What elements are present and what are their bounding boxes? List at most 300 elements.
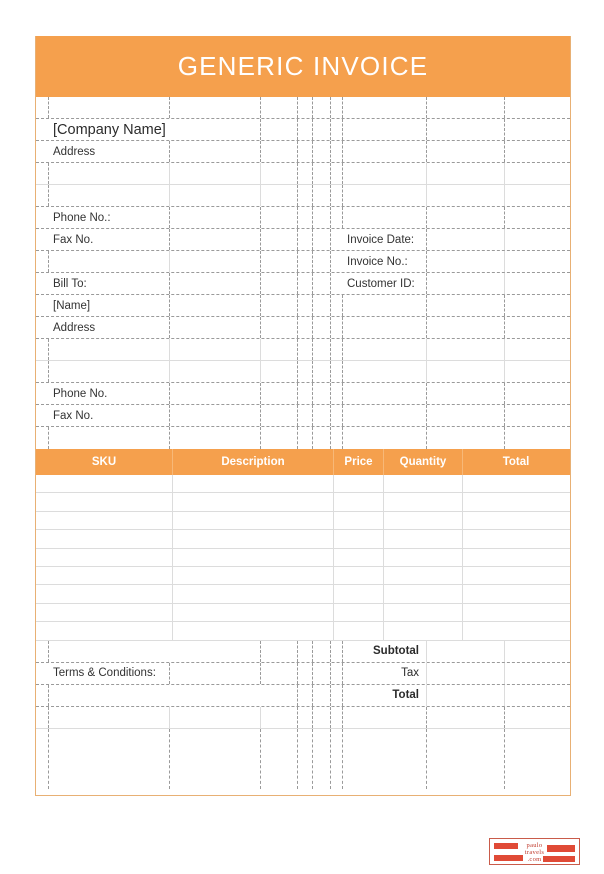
cell — [298, 663, 313, 684]
cell — [298, 339, 313, 360]
bill-to-address-field[interactable]: Address — [49, 317, 170, 338]
cell-description[interactable] — [173, 585, 334, 602]
cell — [298, 229, 313, 250]
table-row[interactable] — [36, 585, 570, 603]
form-row-bill-to-fax — [36, 405, 570, 427]
cell — [298, 273, 313, 294]
cell — [331, 207, 343, 228]
column-header-price: Price — [334, 449, 384, 475]
cell — [343, 383, 427, 404]
logo-text-line-1: paulo — [526, 842, 543, 849]
cell — [331, 251, 343, 272]
total-value[interactable] — [427, 685, 505, 706]
cell — [505, 707, 569, 728]
invoice-header-banner — [36, 36, 570, 97]
cell — [313, 295, 331, 316]
form-row-company-address — [36, 141, 570, 163]
totals-row-total — [36, 685, 570, 707]
cell-total[interactable] — [463, 475, 569, 492]
cell — [331, 361, 343, 382]
cell — [261, 295, 298, 316]
cell — [331, 685, 343, 706]
cell-price[interactable] — [334, 549, 384, 566]
terms-body-area[interactable] — [36, 729, 570, 789]
totals-and-terms-grid — [36, 641, 570, 789]
company-phone-field[interactable]: Phone No.: — [49, 207, 170, 228]
cell — [427, 97, 505, 118]
cell — [427, 207, 505, 228]
cell — [343, 427, 427, 449]
column-header-description: Description — [173, 449, 334, 475]
form-row-bill-to-heading — [36, 273, 570, 295]
cell-sku[interactable] — [36, 567, 173, 584]
form-row-spacer-top — [36, 97, 570, 119]
cell — [343, 729, 427, 789]
cell — [313, 251, 331, 272]
cell — [298, 707, 313, 728]
cell — [298, 141, 313, 162]
cell — [331, 707, 343, 728]
cell — [505, 119, 569, 140]
cell — [505, 273, 569, 294]
cell — [261, 427, 298, 449]
cell-description[interactable] — [173, 493, 334, 510]
cell[interactable] — [49, 339, 170, 360]
bill-to-phone-field[interactable]: Phone No. — [49, 383, 170, 404]
cell — [505, 185, 569, 206]
cell — [170, 663, 261, 684]
cell — [343, 163, 427, 184]
cell-sku[interactable] — [36, 549, 173, 566]
company-fax-field[interactable]: Fax No. — [49, 229, 170, 250]
cell-quantity[interactable] — [384, 493, 463, 510]
cell — [298, 427, 313, 449]
cell — [261, 685, 298, 706]
company-address-field[interactable]: Address — [49, 141, 170, 162]
cell — [505, 317, 569, 338]
cell — [313, 405, 331, 426]
cell — [36, 685, 49, 706]
cell — [36, 427, 49, 449]
cell — [298, 317, 313, 338]
cell — [36, 141, 49, 162]
cell — [343, 207, 427, 228]
cell — [49, 251, 170, 272]
cell — [343, 119, 427, 140]
form-row-bill-to-address — [36, 317, 570, 339]
cell — [170, 163, 261, 184]
cell — [261, 707, 298, 728]
cell — [36, 119, 49, 140]
cell — [313, 317, 331, 338]
cell — [49, 707, 170, 728]
items-table-header — [36, 449, 570, 475]
cell — [261, 405, 298, 426]
invoice-document — [35, 36, 571, 796]
cell — [427, 163, 505, 184]
form-row-company-name — [36, 119, 570, 141]
cell — [427, 339, 505, 360]
cell — [313, 163, 331, 184]
table-row[interactable] — [36, 604, 570, 622]
cell — [427, 383, 505, 404]
cell — [36, 207, 49, 228]
subtotal-label: Subtotal — [343, 641, 427, 662]
cell — [261, 339, 298, 360]
table-row[interactable] — [36, 493, 570, 511]
cell — [427, 295, 505, 316]
form-row-spacer-bottom — [36, 427, 570, 449]
cell — [261, 185, 298, 206]
cell-sku[interactable] — [36, 585, 173, 602]
form-row-company-phone — [36, 207, 570, 229]
cell — [36, 707, 49, 728]
cell — [261, 207, 298, 228]
cell — [505, 361, 569, 382]
totals-row-subtotal — [36, 641, 570, 663]
cell-total[interactable] — [463, 585, 569, 602]
cell-quantity[interactable] — [384, 585, 463, 602]
cell-sku[interactable] — [36, 604, 173, 621]
cell — [313, 641, 331, 662]
cell — [36, 361, 49, 382]
cell-price[interactable] — [334, 622, 384, 639]
cell-total[interactable] — [463, 512, 569, 529]
cell — [313, 97, 331, 118]
form-row-bill-to-name — [36, 295, 570, 317]
cell — [427, 427, 505, 449]
cell — [261, 163, 298, 184]
cell — [170, 383, 261, 404]
cell-quantity[interactable] — [384, 622, 463, 639]
cell — [170, 119, 261, 140]
cell — [505, 685, 569, 706]
cell — [170, 729, 261, 789]
cell-description[interactable] — [173, 475, 334, 492]
cell — [298, 97, 313, 118]
cell — [261, 383, 298, 404]
cell — [331, 141, 343, 162]
form-row-bill-to-address-3 — [36, 361, 570, 383]
cell — [298, 405, 313, 426]
cell-price[interactable] — [334, 512, 384, 529]
bill-to-heading: Bill To: — [49, 273, 170, 294]
cell-description[interactable] — [173, 604, 334, 621]
cell — [313, 339, 331, 360]
cell — [427, 141, 505, 162]
cell — [313, 663, 331, 684]
cell — [313, 361, 331, 382]
cell — [331, 295, 343, 316]
cell-sku[interactable] — [36, 530, 173, 547]
cell — [49, 641, 170, 662]
cell — [298, 207, 313, 228]
cell-quantity[interactable] — [384, 567, 463, 584]
cell — [261, 229, 298, 250]
cell-quantity[interactable] — [384, 512, 463, 529]
cell — [170, 295, 261, 316]
cell-description[interactable] — [173, 622, 334, 639]
cell — [313, 273, 331, 294]
cell — [505, 729, 569, 789]
cell — [427, 405, 505, 426]
cell — [313, 141, 331, 162]
cell — [331, 229, 343, 250]
cell — [36, 383, 49, 404]
cell-sku[interactable] — [36, 493, 173, 510]
cell — [170, 141, 261, 162]
cell — [505, 339, 569, 360]
column-header-total: Total — [502, 456, 530, 468]
cell — [261, 251, 298, 272]
subtotal-value[interactable] — [427, 641, 505, 662]
cell[interactable] — [49, 185, 170, 206]
cell — [36, 229, 49, 250]
bill-to-name-field[interactable]: [Name] — [49, 295, 170, 316]
cell — [298, 295, 313, 316]
cell-price[interactable] — [334, 585, 384, 602]
form-row-invoice-no — [36, 251, 570, 273]
cell — [170, 317, 261, 338]
cell — [343, 707, 427, 728]
cell — [331, 383, 343, 404]
cell — [331, 317, 343, 338]
terms-body-field[interactable] — [49, 729, 170, 789]
table-row[interactable] — [36, 567, 570, 585]
cell — [261, 361, 298, 382]
company-name-field[interactable]: [Company Name] — [53, 121, 166, 138]
cell — [170, 185, 261, 206]
cell — [331, 339, 343, 360]
cell-description[interactable] — [173, 549, 334, 566]
logo-text-line-3: .com — [527, 856, 542, 863]
cell-quantity[interactable] — [384, 549, 463, 566]
cell — [427, 119, 505, 140]
cell — [343, 405, 427, 426]
cell — [343, 317, 427, 338]
items-table-body — [36, 475, 570, 641]
cell — [170, 641, 261, 662]
invoice-date-value[interactable] — [427, 229, 505, 250]
cell-sku[interactable] — [36, 512, 173, 529]
cell — [313, 729, 331, 789]
cell — [36, 641, 49, 662]
cell — [505, 207, 569, 228]
cell — [170, 707, 261, 728]
cell — [170, 427, 261, 449]
cell — [298, 185, 313, 206]
cell — [36, 405, 49, 426]
cell-total[interactable] — [463, 530, 569, 547]
cell-total[interactable] — [463, 604, 569, 621]
cell — [427, 185, 505, 206]
cell — [298, 163, 313, 184]
cell — [298, 251, 313, 272]
cell — [331, 273, 343, 294]
cell — [170, 273, 261, 294]
cell — [313, 383, 331, 404]
cell — [170, 405, 261, 426]
table-row[interactable] — [36, 530, 570, 548]
cell — [313, 707, 331, 728]
cell — [36, 251, 49, 272]
cell — [298, 119, 313, 140]
table-row[interactable] — [36, 622, 570, 640]
cell — [331, 119, 343, 140]
cell — [313, 427, 331, 449]
cell — [36, 273, 49, 294]
cell — [427, 361, 505, 382]
terms-label: Terms & Conditions: — [49, 663, 170, 684]
cell-sku[interactable] — [36, 475, 173, 492]
cell — [313, 685, 331, 706]
tax-value[interactable] — [427, 663, 505, 684]
cell — [36, 97, 49, 118]
cell — [331, 427, 343, 449]
cell — [170, 685, 261, 706]
table-row[interactable] — [36, 549, 570, 567]
cell — [261, 97, 298, 118]
cell — [313, 119, 331, 140]
cell — [505, 141, 569, 162]
cell — [331, 163, 343, 184]
invoice-no-value[interactable] — [427, 251, 505, 272]
cell — [261, 317, 298, 338]
cell — [427, 729, 505, 789]
page-title: GENERIC INVOICE — [177, 51, 429, 81]
cell-total[interactable] — [463, 493, 569, 510]
cell-price[interactable] — [334, 530, 384, 547]
cell — [170, 339, 261, 360]
cell — [36, 185, 49, 206]
cell[interactable] — [49, 361, 170, 382]
cell — [331, 405, 343, 426]
form-row-company-fax — [36, 229, 570, 251]
form-row-company-address-3 — [36, 185, 570, 207]
cell — [261, 141, 298, 162]
cell-price[interactable] — [334, 567, 384, 584]
cell-quantity[interactable] — [384, 530, 463, 547]
bill-to-fax-field[interactable]: Fax No. — [49, 405, 170, 426]
cell — [343, 185, 427, 206]
cell — [343, 97, 427, 118]
cell — [170, 97, 261, 118]
cell — [170, 229, 261, 250]
cell — [49, 97, 170, 118]
cell — [261, 641, 298, 662]
cell-price[interactable] — [334, 493, 384, 510]
logo-inner — [492, 841, 577, 862]
cell — [49, 427, 170, 449]
table-row[interactable] — [36, 475, 570, 493]
cell-description[interactable] — [173, 567, 334, 584]
cell — [170, 251, 261, 272]
column-header-sku: SKU — [36, 449, 173, 475]
cell — [298, 361, 313, 382]
cell — [331, 663, 343, 684]
cell-total[interactable] — [463, 549, 569, 566]
cell — [331, 641, 343, 662]
invoice-date-label: Invoice Date: — [343, 229, 427, 250]
cell — [343, 295, 427, 316]
cell — [261, 119, 298, 140]
cell — [505, 641, 569, 662]
cell — [170, 361, 261, 382]
terms-body-row-1 — [36, 707, 570, 729]
tax-label: Tax — [343, 663, 427, 684]
total-label: Total — [343, 685, 427, 706]
cell — [505, 163, 569, 184]
cell[interactable] — [49, 163, 170, 184]
cell-description[interactable] — [173, 512, 334, 529]
cell-quantity[interactable] — [384, 475, 463, 492]
cell — [298, 729, 313, 789]
cell — [36, 163, 49, 184]
paulo-travels-logo[interactable] — [489, 838, 580, 865]
cell — [505, 663, 569, 684]
cell — [36, 317, 49, 338]
form-row-bill-to-phone — [36, 383, 570, 405]
cell — [313, 207, 331, 228]
customer-id-label: Customer ID: — [343, 273, 427, 294]
cell — [331, 185, 343, 206]
upper-form-grid — [36, 97, 570, 449]
cell — [505, 405, 569, 426]
cell — [505, 97, 569, 118]
cell — [505, 383, 569, 404]
cell-total[interactable] — [463, 567, 569, 584]
cell — [313, 229, 331, 250]
cell-sku[interactable] — [36, 622, 173, 639]
cell — [36, 729, 49, 789]
cell — [505, 295, 569, 316]
cell — [261, 729, 298, 789]
cell-total[interactable] — [463, 622, 569, 639]
table-row[interactable] — [36, 512, 570, 530]
customer-id-value[interactable] — [427, 273, 505, 294]
invoice-no-label: Invoice No.: — [343, 251, 427, 272]
cell — [261, 663, 298, 684]
cell — [505, 427, 569, 449]
cell — [298, 383, 313, 404]
cell — [331, 97, 343, 118]
cell — [331, 729, 343, 789]
totals-row-tax — [36, 663, 570, 685]
cell — [298, 685, 313, 706]
cell-price[interactable] — [334, 475, 384, 492]
form-row-bill-to-address-2 — [36, 339, 570, 361]
cell — [261, 273, 298, 294]
cell — [427, 707, 505, 728]
logo-text-line-2: travels — [524, 849, 545, 856]
cell — [505, 229, 569, 250]
cell — [505, 251, 569, 272]
cell — [343, 141, 427, 162]
form-row-company-address-2 — [36, 163, 570, 185]
cell — [343, 361, 427, 382]
cell — [343, 339, 427, 360]
cell — [36, 339, 49, 360]
cell — [313, 185, 331, 206]
cell-price[interactable] — [334, 604, 384, 621]
cell-description[interactable] — [173, 530, 334, 547]
cell-quantity[interactable] — [384, 604, 463, 621]
cell — [298, 641, 313, 662]
cell — [36, 295, 49, 316]
cell — [49, 685, 170, 706]
column-header-quantity: Quantity — [384, 449, 463, 475]
cell — [36, 663, 49, 684]
